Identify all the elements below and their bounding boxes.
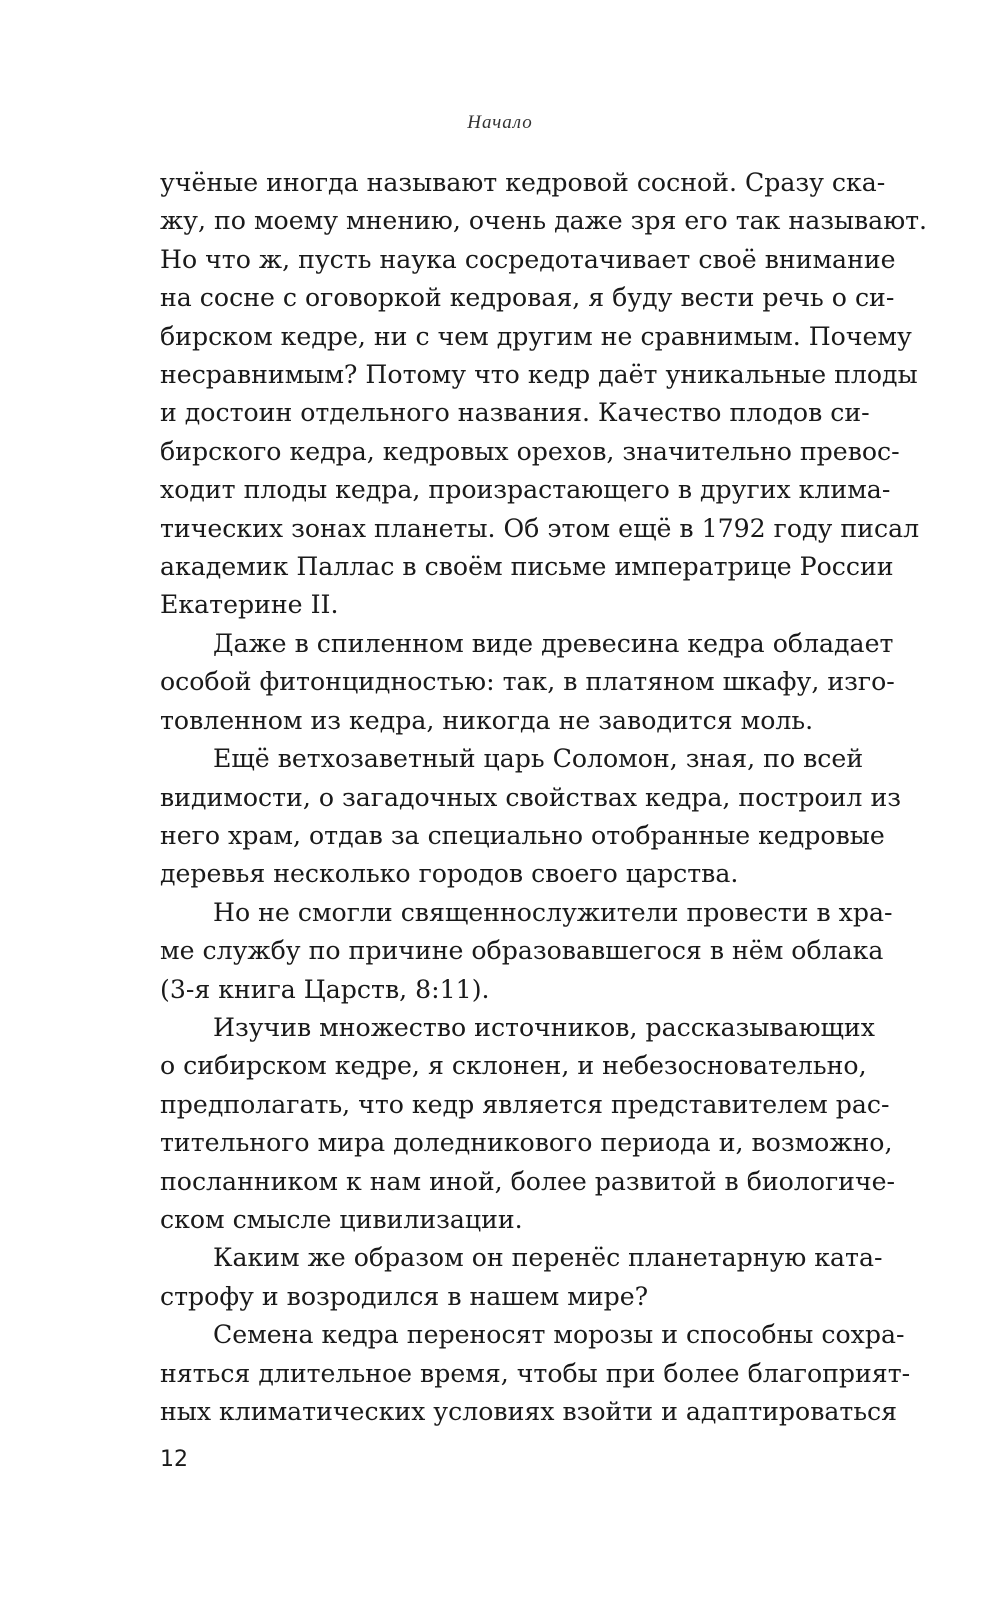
text-line: ных климатических условиях взойти и адаптироваться bbox=[160, 1397, 898, 1426]
running-title: Начало bbox=[467, 112, 533, 133]
text-line: Но не смогли священнослужители провести в хра- bbox=[213, 897, 893, 927]
text-line: бирском кедре, ни с чем другим не сравнимым. Почему bbox=[160, 321, 912, 351]
text-line: тительного мира доледникового периода и, возможно, bbox=[160, 1128, 893, 1158]
page-number: 12 bbox=[160, 1447, 188, 1472]
paragraph bbox=[160, 740, 901, 894]
text-line: Но что ж, пусть наука сосредотачивает своё внимание bbox=[160, 244, 896, 274]
body-text bbox=[160, 164, 928, 1431]
paragraph bbox=[160, 625, 895, 740]
text-line: несравнимым? Потому что кедр даёт уникальные плоды bbox=[160, 360, 918, 390]
text-line: предполагать, что кедр является представителем рас- bbox=[160, 1089, 890, 1119]
text-line: Каким же образом он перенёс планетарную ката- bbox=[213, 1243, 883, 1273]
text-line: Семена кедра переносят морозы и способны сохра- bbox=[213, 1320, 905, 1350]
text-line: ходит плоды кедра, произрастающего в других клима- bbox=[160, 475, 891, 505]
text-line: Екатерине II. bbox=[160, 590, 339, 620]
text-line: особой фитонцидностью: так, в платяном шкафу, изго- bbox=[160, 667, 895, 697]
text-line: него храм, отдав за специально отобранные кедровые bbox=[160, 820, 885, 850]
text-line: жу, по моему мнению, очень даже зря его так называют. bbox=[160, 206, 928, 236]
text-line: Даже в спиленном виде древесина кедра обладает bbox=[213, 628, 894, 658]
text-line: академик Паллас в своём письме императрице России bbox=[160, 552, 894, 582]
text-line: учёные иногда называют кедровой сосной. Сразу ска- bbox=[160, 168, 886, 197]
text-line: тических зонах планеты. Об этом ещё в 1792 году писал bbox=[160, 513, 920, 543]
text-line: бирского кедра, кедровых орехов, значительно превос- bbox=[160, 436, 900, 466]
text-line: Ещё ветхозаветный царь Соломон, зная, по всей bbox=[213, 744, 864, 774]
paragraph bbox=[160, 164, 928, 625]
text-line: няться длительное время, чтобы при более благоприят- bbox=[160, 1358, 911, 1388]
paragraph bbox=[160, 1009, 896, 1239]
text-line: на сосне с оговоркой кедровая, я буду вести речь о си- bbox=[160, 283, 895, 313]
text-line: (3-я книга Царств, 8:11). bbox=[160, 974, 490, 1004]
text-line: ме службу по причине образовавшегося в нём облака bbox=[160, 936, 884, 966]
paragraph bbox=[160, 1316, 911, 1431]
text-line: видимости, о загадочных свойствах кедра, построил из bbox=[160, 782, 901, 812]
text-line: о сибирском кедре, я склонен, и небезосновательно, bbox=[160, 1051, 867, 1081]
text-line: строфу и возродился в нашем мире? bbox=[160, 1281, 649, 1311]
paragraph bbox=[160, 1239, 883, 1316]
text-line: посланником к нам иной, более развитой в биологиче- bbox=[160, 1166, 896, 1196]
text-line: деревья несколько городов своего царства. bbox=[160, 859, 739, 889]
text-line: Изучив множество источников, рассказывающих bbox=[213, 1012, 875, 1042]
text-line: ском смысле цивилизации. bbox=[160, 1204, 523, 1234]
paragraph bbox=[160, 894, 893, 1009]
text-line: и достоин отдельного названия. Качество плодов си- bbox=[160, 398, 870, 428]
text-line: товленном из кедра, никогда не заводится моль. bbox=[160, 705, 814, 735]
